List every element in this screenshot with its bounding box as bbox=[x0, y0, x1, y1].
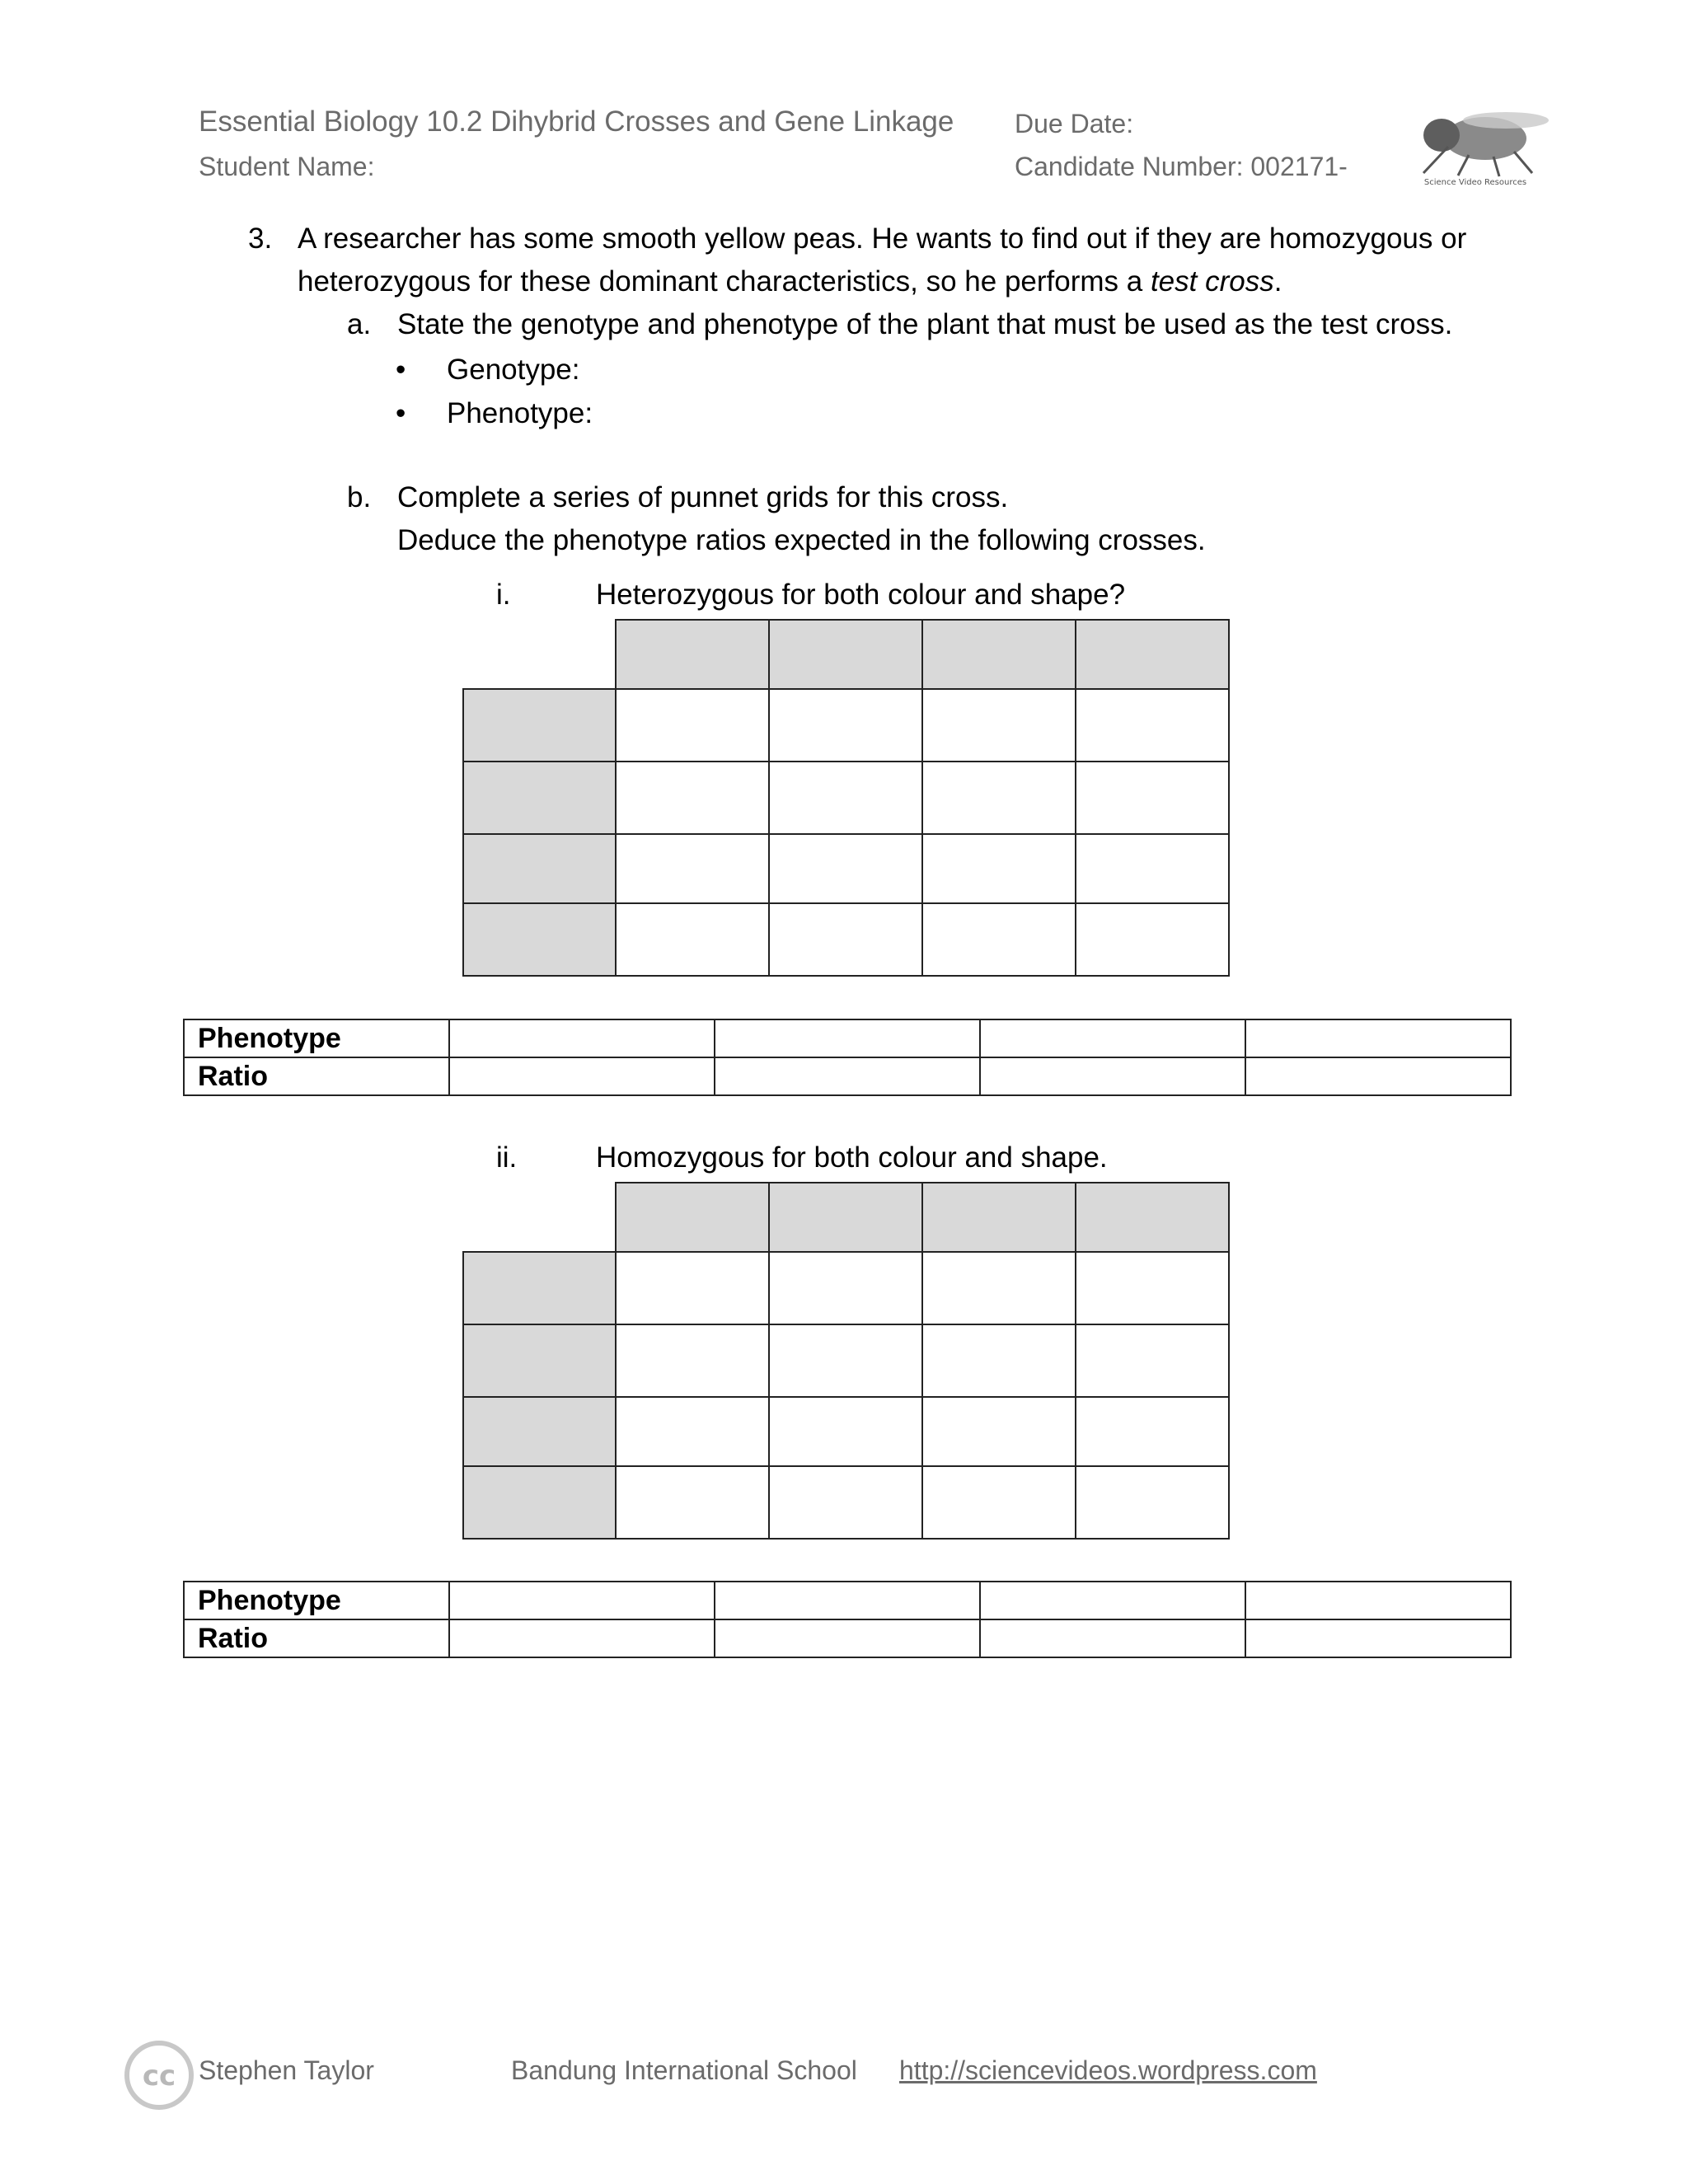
ratio-cell[interactable] bbox=[715, 1057, 980, 1095]
sub-i-label: i. bbox=[496, 579, 511, 611]
offspring-cell[interactable] bbox=[769, 1324, 922, 1397]
student-name-label: Student Name: bbox=[199, 152, 375, 181]
punnett-grid-ii bbox=[462, 1182, 1230, 1540]
offspring-cell[interactable] bbox=[922, 1466, 1076, 1539]
offspring-cell[interactable] bbox=[616, 1252, 769, 1324]
offspring-cell[interactable] bbox=[1076, 762, 1229, 834]
sub-ii-text: Homozygous for both colour and shape. bbox=[596, 1141, 1108, 1174]
gamete-header-cell[interactable] bbox=[616, 620, 769, 689]
ratio-cell[interactable] bbox=[1245, 1619, 1511, 1657]
offspring-cell[interactable] bbox=[922, 903, 1076, 976]
offspring-cell[interactable] bbox=[769, 1397, 922, 1466]
part-a-text: State the genotype and phenotype of the plant that must be used as the test cross. bbox=[397, 308, 1453, 340]
gamete-row-cell[interactable] bbox=[463, 689, 616, 762]
offspring-cell[interactable] bbox=[769, 1252, 922, 1324]
ratio-table-i bbox=[183, 1019, 1512, 1096]
phenotype-row-label: Phenotype bbox=[184, 1019, 449, 1057]
offspring-cell[interactable] bbox=[922, 689, 1076, 762]
part-b-line1: Complete a series of punnet grids for this cross. bbox=[397, 481, 1009, 513]
offspring-cell[interactable] bbox=[1076, 834, 1229, 903]
bullet-icon: • bbox=[396, 354, 406, 386]
ratio-table-ii bbox=[183, 1581, 1512, 1658]
gamete-row-cell[interactable] bbox=[463, 1324, 616, 1397]
footer-school: Bandung International School bbox=[511, 2055, 857, 2085]
phenotype-cell[interactable] bbox=[980, 1582, 1245, 1619]
test-cross-term: test cross bbox=[1150, 265, 1274, 298]
fly-logo-icon bbox=[1399, 97, 1552, 188]
part-b-line2: Deduce the phenotype ratios expected in the following crosses. bbox=[397, 524, 1206, 556]
phenotype-cell[interactable] bbox=[449, 1582, 715, 1619]
offspring-cell[interactable] bbox=[616, 1397, 769, 1466]
document-title: Essential Biology 10.2 Dihybrid Crosses and Gene Linkage bbox=[199, 105, 954, 138]
gamete-row-cell[interactable] bbox=[463, 1252, 616, 1324]
offspring-cell[interactable] bbox=[616, 834, 769, 903]
offspring-cell[interactable] bbox=[1076, 1466, 1229, 1539]
gamete-header-cell[interactable] bbox=[769, 620, 922, 689]
offspring-cell[interactable] bbox=[1076, 903, 1229, 976]
question-text-line2: heterozygous for these dominant characteristics, so he performs a test cross. bbox=[298, 265, 1282, 298]
ratio-cell[interactable] bbox=[449, 1619, 715, 1657]
offspring-cell[interactable] bbox=[616, 903, 769, 976]
creative-commons-icon bbox=[124, 2040, 195, 2111]
phenotype-cell[interactable] bbox=[1245, 1019, 1511, 1057]
question-text-line1: A researcher has some smooth yellow peas. He wants to find out if they are homozygous or bbox=[298, 223, 1467, 255]
ratio-cell[interactable] bbox=[715, 1619, 980, 1657]
sub-i-text: Heterozygous for both colour and shape? bbox=[596, 579, 1126, 611]
part-b-label: b. bbox=[347, 481, 372, 513]
offspring-cell[interactable] bbox=[616, 762, 769, 834]
offspring-cell[interactable] bbox=[922, 834, 1076, 903]
question-number: 3. bbox=[248, 223, 273, 255]
offspring-cell[interactable] bbox=[769, 1466, 922, 1539]
offspring-cell[interactable] bbox=[1076, 1324, 1229, 1397]
phenotype-row-label: Phenotype bbox=[184, 1582, 449, 1619]
gamete-header-cell[interactable] bbox=[1076, 1183, 1229, 1252]
offspring-cell[interactable] bbox=[922, 1252, 1076, 1324]
offspring-cell[interactable] bbox=[1076, 1252, 1229, 1324]
ratio-row-label: Ratio bbox=[184, 1057, 449, 1095]
gamete-header-cell[interactable] bbox=[616, 1183, 769, 1252]
ratio-cell[interactable] bbox=[449, 1057, 715, 1095]
bullet-icon: • bbox=[396, 397, 406, 429]
phenotype-cell[interactable] bbox=[1245, 1582, 1511, 1619]
phenotype-cell[interactable] bbox=[715, 1019, 980, 1057]
offspring-cell[interactable] bbox=[1076, 689, 1229, 762]
offspring-cell[interactable] bbox=[769, 834, 922, 903]
phenotype-cell[interactable] bbox=[449, 1019, 715, 1057]
svg-text:cc: cc bbox=[142, 2060, 176, 2093]
footer-website-link[interactable]: http://sciencevideos.wordpress.com bbox=[899, 2055, 1317, 2085]
sub-ii-label: ii. bbox=[496, 1141, 518, 1174]
phenotype-label: Phenotype: bbox=[447, 397, 593, 429]
offspring-cell[interactable] bbox=[922, 762, 1076, 834]
offspring-cell[interactable] bbox=[616, 689, 769, 762]
phenotype-cell[interactable] bbox=[715, 1582, 980, 1619]
punnett-grid-i bbox=[462, 619, 1230, 977]
svg-text:Science Video Resources: Science Video Resources bbox=[1423, 178, 1527, 187]
offspring-cell[interactable] bbox=[769, 689, 922, 762]
gamete-row-cell[interactable] bbox=[463, 1397, 616, 1466]
offspring-cell[interactable] bbox=[769, 903, 922, 976]
ratio-row-label: Ratio bbox=[184, 1619, 449, 1657]
due-date-label: Due Date: bbox=[1015, 109, 1134, 138]
offspring-cell[interactable] bbox=[1076, 1397, 1229, 1466]
ratio-cell[interactable] bbox=[1245, 1057, 1511, 1095]
part-a-label: a. bbox=[347, 308, 372, 340]
genotype-label: Genotype: bbox=[447, 354, 580, 386]
offspring-cell[interactable] bbox=[769, 762, 922, 834]
ratio-cell[interactable] bbox=[980, 1057, 1245, 1095]
phenotype-cell[interactable] bbox=[980, 1019, 1245, 1057]
offspring-cell[interactable] bbox=[922, 1324, 1076, 1397]
ratio-cell[interactable] bbox=[980, 1619, 1245, 1657]
offspring-cell[interactable] bbox=[616, 1324, 769, 1397]
gamete-row-cell[interactable] bbox=[463, 762, 616, 834]
gamete-header-cell[interactable] bbox=[922, 620, 1076, 689]
gamete-row-cell[interactable] bbox=[463, 903, 616, 976]
candidate-number-label: Candidate Number: 002171- bbox=[1015, 152, 1348, 181]
gamete-row-cell[interactable] bbox=[463, 834, 616, 903]
gamete-header-cell[interactable] bbox=[769, 1183, 922, 1252]
gamete-row-cell[interactable] bbox=[463, 1466, 616, 1539]
gamete-header-cell[interactable] bbox=[1076, 620, 1229, 689]
gamete-header-cell[interactable] bbox=[922, 1183, 1076, 1252]
offspring-cell[interactable] bbox=[616, 1466, 769, 1539]
footer-author: Stephen Taylor bbox=[199, 2055, 374, 2085]
offspring-cell[interactable] bbox=[922, 1397, 1076, 1466]
